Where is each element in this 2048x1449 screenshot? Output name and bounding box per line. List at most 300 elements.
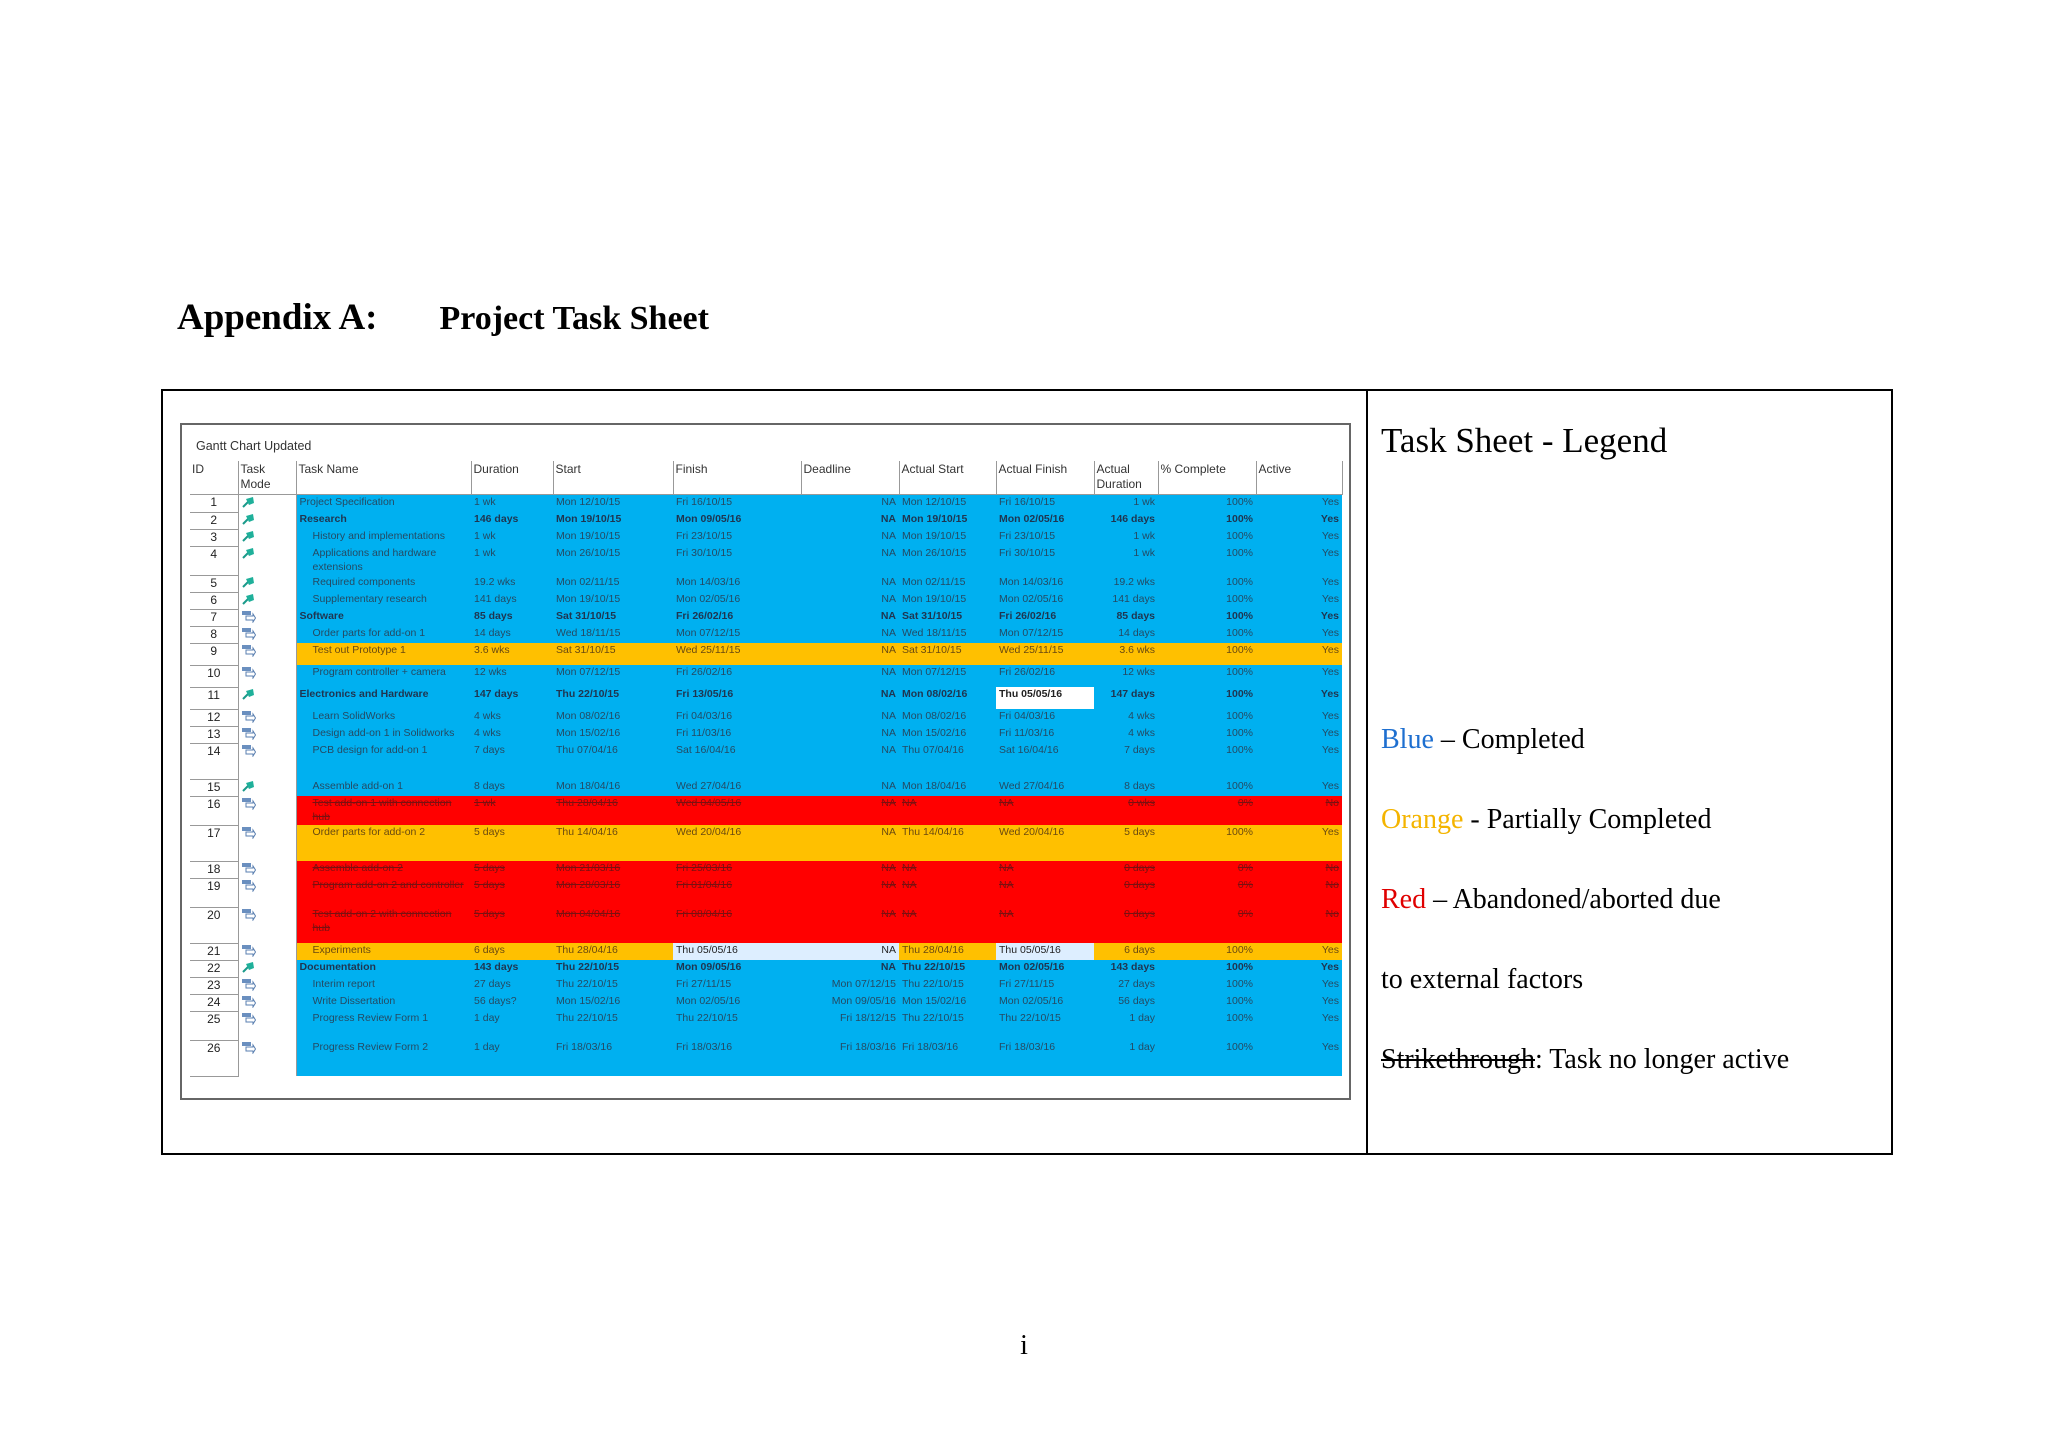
cell-deadline [801, 495, 899, 513]
cell-duration [471, 546, 553, 575]
task-id: 10 [190, 665, 238, 687]
cell-value: 100% [1226, 780, 1253, 792]
cell-value: Yes [1321, 644, 1339, 656]
cell-value: Thu 14/04/16 [556, 826, 618, 838]
cell-active [1256, 825, 1342, 861]
cell-active [1256, 743, 1342, 779]
col-header: Finish [673, 461, 801, 495]
table-row [190, 726, 1342, 743]
cell-duration [471, 726, 553, 743]
cell-value: Mon 19/10/15 [556, 530, 621, 542]
cell-deadline [801, 726, 899, 743]
cell-complete [1158, 529, 1256, 546]
cell-value: Sat 31/10/15 [902, 610, 963, 622]
task-name [296, 512, 471, 529]
cell-value: 100% [1226, 944, 1253, 956]
cell-value: 5 days [474, 862, 505, 874]
cell-value: NA [881, 944, 896, 956]
cell-duration [471, 861, 553, 878]
cell-value: Yes [1321, 496, 1339, 508]
gantt-table [190, 461, 1343, 1077]
task-name [296, 994, 471, 1011]
cell-complete [1158, 626, 1256, 643]
cell-value: NA [902, 797, 917, 809]
cell-value: Fri 18/03/16 [839, 1041, 896, 1053]
table-row [190, 709, 1342, 726]
cell-value: Fri 08/04/16 [676, 908, 733, 920]
cell-finish [673, 943, 801, 960]
cell-value: Yes [1321, 780, 1339, 792]
cell-active [1256, 779, 1342, 796]
cell-value: 100% [1226, 496, 1253, 508]
manual-schedule-icon [238, 665, 296, 687]
task-name-text: Test add-on 2 with connection hub [312, 908, 452, 934]
table-row [190, 687, 1342, 709]
cell-actual-finish [996, 529, 1094, 546]
cell-value: NA [999, 879, 1014, 891]
legend-strikethrough [1381, 1044, 1789, 1076]
cell-actual-start [899, 592, 996, 609]
cell-value: 100% [1226, 995, 1253, 1007]
task-id: 26 [190, 1040, 238, 1076]
cell-value: NA [902, 862, 917, 874]
cell-value: Mon 19/10/15 [902, 593, 967, 605]
cell-active [1256, 495, 1342, 513]
task-name-text: Supplementary research [312, 593, 427, 605]
task-name-text: Research [299, 513, 347, 525]
cell-value: Thu 07/04/16 [902, 744, 964, 756]
cell-value: 14 days [474, 627, 511, 639]
cell-actual-finish [996, 825, 1094, 861]
cell-value: 146 days [1110, 513, 1155, 525]
cell-value: Fri 11/03/16 [999, 727, 1055, 739]
task-name-text: Documentation [299, 961, 376, 973]
cell-value: Mon 15/02/16 [556, 727, 621, 739]
cell-deadline [801, 609, 899, 626]
cell-duration [471, 709, 553, 726]
task-name [296, 643, 471, 665]
cell-start [553, 709, 673, 726]
cell-actual-finish [996, 575, 1094, 592]
cell-complete [1158, 994, 1256, 1011]
cell-value: Fri 26/02/16 [676, 666, 733, 678]
cell-duration [471, 907, 553, 943]
cell-value: 1 day [474, 1012, 500, 1024]
cell-value: Mon 15/02/16 [902, 727, 967, 739]
cell-value: NA [880, 513, 896, 525]
cell-value: 100% [1226, 530, 1253, 542]
table-row [190, 495, 1342, 513]
manual-schedule-icon [238, 907, 296, 943]
task-id: 5 [190, 575, 238, 592]
cell-value: Thu 22/10/15 [999, 1012, 1061, 1024]
table-row [190, 643, 1342, 665]
task-name-text: PCB design for add-on 1 [312, 744, 428, 756]
cell-value: 0% [1237, 908, 1253, 920]
cell-active [1256, 529, 1342, 546]
cell-actual-start [899, 529, 996, 546]
cell-value: 3.6 wks [1119, 644, 1155, 656]
cell-duration [471, 512, 553, 529]
manual-schedule-icon [238, 1040, 296, 1076]
cell-value: 19.2 wks [474, 576, 516, 588]
task-id: 24 [190, 994, 238, 1011]
cell-value: NA [880, 961, 896, 973]
cell-complete [1158, 609, 1256, 626]
cell-complete [1158, 1040, 1256, 1076]
cell-value: 100% [1226, 593, 1253, 605]
col-header: Actual Start [899, 461, 996, 495]
cell-duration [471, 1040, 553, 1076]
cell-value: 1 day [1129, 1041, 1155, 1053]
cell-value: Sat 31/10/15 [902, 644, 962, 656]
cell-actual-start [899, 878, 996, 907]
cell-actual-finish [996, 907, 1094, 943]
cell-value: Mon 02/05/16 [999, 513, 1065, 525]
col-header: Duration [471, 461, 553, 495]
task-name [296, 529, 471, 546]
cell-deadline [801, 665, 899, 687]
cell-actual-duration [1094, 943, 1158, 960]
cell-actual-duration [1094, 709, 1158, 726]
table-row [190, 592, 1342, 609]
cell-actual-start [899, 977, 996, 994]
cell-value: NA [881, 666, 896, 678]
task-name [296, 709, 471, 726]
task-name-text: Test out Prototype 1 [312, 644, 406, 656]
table-row [190, 994, 1342, 1011]
cell-value: Sat 16/04/16 [676, 744, 736, 756]
legend-red-text: – Abandoned/aborted due [1426, 884, 1721, 915]
cell-duration [471, 1011, 553, 1040]
cell-actual-finish [996, 495, 1094, 513]
task-name [296, 960, 471, 977]
task-name [296, 796, 471, 825]
cell-finish [673, 495, 801, 513]
cell-start [553, 861, 673, 878]
cell-complete [1158, 546, 1256, 575]
cell-value: 0 days [1124, 862, 1155, 874]
cell-value: Yes [1321, 744, 1339, 756]
cell-active [1256, 609, 1342, 626]
cell-value: Thu 22/10/15 [556, 1012, 618, 1024]
cell-actual-start [899, 709, 996, 726]
task-name [296, 626, 471, 643]
cell-actual-duration [1094, 687, 1158, 709]
cell-actual-start [899, 960, 996, 977]
cell-complete [1158, 687, 1256, 709]
task-name [296, 1011, 471, 1040]
cell-actual-duration [1094, 796, 1158, 825]
cell-value: 147 days [474, 688, 519, 700]
cell-value: 8 days [1124, 780, 1155, 792]
cell-actual-duration [1094, 609, 1158, 626]
cell-duration [471, 943, 553, 960]
cell-value: Mon 02/05/16 [999, 593, 1064, 605]
cell-deadline [801, 687, 899, 709]
cell-actual-finish [996, 592, 1094, 609]
cell-value: Wed 18/11/15 [556, 627, 621, 639]
cell-value: NA [881, 780, 896, 792]
cell-value: Mon 19/10/15 [902, 513, 968, 525]
manual-schedule-icon [238, 643, 296, 665]
task-id: 25 [190, 1011, 238, 1040]
cell-value: 7 days [474, 744, 505, 756]
cell-duration [471, 626, 553, 643]
cell-value: Mon 15/02/16 [556, 995, 621, 1007]
cell-value: Fri 18/12/15 [839, 1012, 896, 1024]
cell-complete [1158, 796, 1256, 825]
cell-value: Fri 16/10/15 [999, 496, 1056, 508]
cell-value: Yes [1320, 513, 1339, 525]
cell-complete [1158, 592, 1256, 609]
cell-actual-duration [1094, 592, 1158, 609]
task-name-text: Order parts for add-on 1 [312, 627, 426, 639]
cell-value: NA [881, 593, 896, 605]
cell-start [553, 943, 673, 960]
cell-complete [1158, 512, 1256, 529]
cell-value: 27 days [474, 978, 511, 990]
cell-actual-start [899, 546, 996, 575]
cell-value: Yes [1321, 666, 1339, 678]
legend-title: Task Sheet - Legend [1381, 421, 1668, 460]
task-name-text: Software [299, 610, 344, 622]
task-id: 15 [190, 779, 238, 796]
cell-actual-start [899, 779, 996, 796]
cell-value: 85 days [474, 610, 513, 622]
cell-finish [673, 796, 801, 825]
cell-value: Mon 26/10/15 [902, 547, 967, 559]
cell-duration [471, 779, 553, 796]
cell-value: Mon 02/11/15 [902, 576, 966, 588]
cell-actual-duration [1094, 907, 1158, 943]
cell-actual-finish [996, 709, 1094, 726]
cell-active [1256, 546, 1342, 575]
col-header: % Complete [1158, 461, 1256, 495]
cell-deadline [801, 943, 899, 960]
cell-duration [471, 994, 553, 1011]
cell-deadline [801, 512, 899, 529]
task-name-text: Experiments [312, 944, 371, 956]
cell-value: Yes [1321, 727, 1339, 739]
task-id: 7 [190, 609, 238, 626]
manual-schedule-icon [238, 726, 296, 743]
cell-finish [673, 546, 801, 575]
cell-actual-finish [996, 512, 1094, 529]
task-name-text: Electronics and Hardware [299, 688, 429, 700]
legend-orange-text: - Partially Completed [1463, 804, 1712, 835]
cell-value: Fri 26/02/16 [999, 610, 1057, 622]
cell-value: Fri 23/10/15 [999, 530, 1056, 542]
cell-complete [1158, 726, 1256, 743]
cell-actual-start [899, 665, 996, 687]
cell-finish [673, 626, 801, 643]
cell-actual-finish [996, 743, 1094, 779]
task-sheet-frame [161, 389, 1893, 1155]
cell-deadline [801, 546, 899, 575]
cell-actual-duration [1094, 878, 1158, 907]
cell-start [553, 1040, 673, 1076]
cell-value: 5 days [1124, 826, 1155, 838]
legend-blue-text: – Completed [1433, 724, 1585, 755]
cell-value: Thu 22/10/15 [902, 1012, 964, 1024]
task-id: 18 [190, 861, 238, 878]
cell-value: NA [881, 862, 896, 874]
col-header: Task Name [296, 461, 471, 495]
task-name-text: Program add-on 2 and controller [312, 879, 464, 891]
cell-actual-duration [1094, 1040, 1158, 1076]
task-id: 13 [190, 726, 238, 743]
cell-value: Mon 14/03/16 [999, 576, 1064, 588]
cell-actual-finish [996, 626, 1094, 643]
cell-actual-finish [996, 861, 1094, 878]
cell-value: Mon 19/10/15 [556, 593, 621, 605]
cell-value: 5 days [474, 908, 505, 920]
cell-active [1256, 726, 1342, 743]
cell-active [1256, 626, 1342, 643]
cell-value: Wed 20/04/16 [999, 826, 1065, 838]
cell-actual-duration [1094, 546, 1158, 575]
table-row [190, 977, 1342, 994]
table-row [190, 796, 1342, 825]
table-row [190, 878, 1342, 907]
cell-actual-duration [1094, 977, 1158, 994]
col-header: ID [190, 461, 238, 495]
cell-value: 100% [1226, 610, 1253, 622]
cell-actual-start [899, 687, 996, 709]
manual-schedule-icon [238, 878, 296, 907]
cell-value: NA [881, 826, 896, 838]
cell-duration [471, 495, 553, 513]
cell-value: Fri 26/02/16 [676, 610, 734, 622]
task-id: 23 [190, 977, 238, 994]
task-id: 6 [190, 592, 238, 609]
cell-deadline [801, 907, 899, 943]
appendix-title: Project Task Sheet [439, 300, 709, 337]
cell-value: Mon 02/05/16 [676, 593, 741, 605]
table-row [190, 943, 1342, 960]
table-row [190, 861, 1342, 878]
cell-deadline [801, 709, 899, 726]
cell-value: Yes [1321, 593, 1339, 605]
cell-value: Yes [1321, 826, 1339, 838]
cell-deadline [801, 779, 899, 796]
task-name [296, 726, 471, 743]
cell-value: Mon 08/02/16 [902, 710, 967, 722]
cell-value: NA [902, 908, 917, 920]
cell-value: Wed 27/04/16 [999, 780, 1065, 792]
cell-value: NA [881, 644, 896, 656]
task-name-text: Required components [312, 576, 416, 588]
cell-value: No [1325, 879, 1339, 891]
cell-value: Yes [1321, 995, 1339, 1007]
cell-complete [1158, 960, 1256, 977]
cell-value: Sat 31/10/15 [556, 610, 617, 622]
cell-value: NA [881, 576, 896, 588]
cell-duration [471, 796, 553, 825]
cell-value: 100% [1226, 547, 1253, 559]
task-id: 2 [190, 512, 238, 529]
gantt-chart-image [180, 423, 1351, 1100]
cell-start [553, 546, 673, 575]
cell-finish [673, 907, 801, 943]
cell-actual-start [899, 626, 996, 643]
cell-value: No [1325, 797, 1339, 809]
cell-finish [673, 779, 801, 796]
auto-schedule-icon [238, 529, 296, 546]
cell-value: Mon 07/12/15 [902, 666, 967, 678]
cell-actual-duration [1094, 512, 1158, 529]
cell-value: Thu 22/10/15 [676, 1012, 738, 1024]
cell-actual-start [899, 512, 996, 529]
cell-value: Yes [1321, 978, 1339, 990]
cell-duration [471, 592, 553, 609]
cell-value: 1 wk [1133, 547, 1155, 559]
task-id: 21 [190, 943, 238, 960]
legend-red [1381, 884, 1721, 916]
cell-finish [673, 878, 801, 907]
cell-start [553, 825, 673, 861]
cell-value: Yes [1321, 1041, 1339, 1053]
cell-actual-finish [996, 960, 1094, 977]
cell-value: Fri 13/05/16 [676, 688, 734, 700]
cell-complete [1158, 977, 1256, 994]
cell-complete [1158, 779, 1256, 796]
cell-duration [471, 575, 553, 592]
col-header: Active [1256, 461, 1342, 495]
auto-schedule-icon [238, 546, 296, 575]
cell-actual-start [899, 861, 996, 878]
cell-actual-start [899, 495, 996, 513]
table-row [190, 960, 1342, 977]
cell-active [1256, 592, 1342, 609]
auto-schedule-icon [238, 512, 296, 529]
cell-value: Mon 12/10/15 [556, 496, 621, 508]
cell-value: 1 wk [474, 547, 496, 559]
cell-value: 27 days [1118, 978, 1155, 990]
cell-value: Sat 16/04/16 [999, 744, 1059, 756]
table-row [190, 1040, 1342, 1076]
cell-value: 143 days [474, 961, 519, 973]
cell-value: NA [881, 496, 896, 508]
auto-schedule-icon [238, 575, 296, 592]
cell-actual-start [899, 796, 996, 825]
cell-start [553, 512, 673, 529]
cell-value: 100% [1226, 513, 1253, 525]
cell-start [553, 907, 673, 943]
cell-value: 0% [1237, 862, 1253, 874]
cell-finish [673, 977, 801, 994]
cell-value: Mon 02/05/16 [676, 995, 741, 1007]
cell-value: Fri 30/10/15 [999, 547, 1056, 559]
cell-complete [1158, 665, 1256, 687]
task-name-text: Design add-on 1 in Solidworks [312, 727, 455, 739]
col-header: Start [553, 461, 673, 495]
cell-value: NA [881, 879, 896, 891]
cell-value: 100% [1226, 1012, 1253, 1024]
auto-schedule-icon [238, 687, 296, 709]
cell-value: Mon 12/10/15 [902, 496, 967, 508]
cell-value: 56 days [1118, 995, 1155, 1007]
cell-value: 1 wk [1133, 496, 1155, 508]
cell-value: Fri 27/11/15 [676, 978, 732, 990]
cell-value: Fri 04/03/16 [999, 710, 1056, 722]
cell-actual-duration [1094, 726, 1158, 743]
cell-start [553, 643, 673, 665]
cell-actual-duration [1094, 861, 1158, 878]
cell-value: Wed 25/11/15 [999, 644, 1064, 656]
cell-complete [1158, 878, 1256, 907]
